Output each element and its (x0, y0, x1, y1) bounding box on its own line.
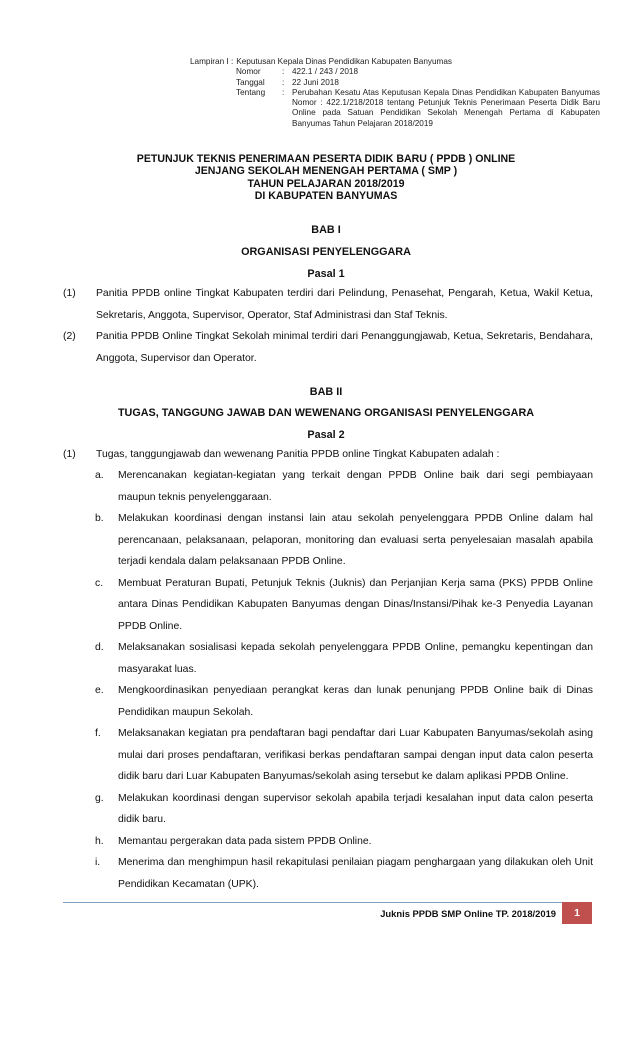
list-text: Memantau pergerakan data pada sistem PPDB Online. (118, 835, 372, 847)
list-text: Merencanakan kegiatan-kegiatan yang terkait dengan PPDB Online baik dari segi pembiayaan maupun teknis penyelenggaraan. (118, 470, 593, 503)
list-text: Membuat Peraturan Bupati, Petunjuk Teknis (Juknis) dan Perjanjian Kerja sama (PKS) PPDB Online antara Dinas Pendidikan Kabupaten Banyumas dengan Dinas/Instansi/Pihak ke-3 Penyedia Layanan PPDB Online. (118, 577, 593, 632)
tentang-key: Tentang (236, 87, 266, 97)
paragraph-item (63, 444, 593, 466)
list-item (95, 508, 593, 573)
bab1-heading: BAB I (311, 224, 341, 236)
tentang-row (190, 88, 600, 129)
tanggal-colon: : (282, 77, 285, 87)
list-marker: d. (95, 642, 104, 653)
list-marker: e. (95, 685, 104, 696)
tanggal-value: 22 Juni 2018 (292, 77, 339, 87)
paragraph-number: (1) (63, 449, 76, 460)
list-item (95, 465, 593, 508)
paragraph-item (63, 326, 593, 369)
list-text: Melakukan koordinasi dengan instansi lain atau sekolah penyelenggara PPDB Online dalam hal perencanaan, pelaksanaan, pelaporan, monitoring dan evaluasi serta penyelesaian masalah apabila terjadi kendala dalam pelaksanaan PPDB Online. (118, 513, 593, 567)
bab2-subheading: TUGAS, TANGGUNG JAWAB DAN WEWENANG ORGANISASI PENYELENGGARA (117, 407, 535, 419)
list-item (95, 680, 593, 723)
title-line-4: DI KABUPATEN BANYUMAS (254, 190, 398, 203)
paragraph-text: Panitia PPDB Online Tingkat Sekolah minimal terdiri dari Penanggungjawab, Ketua, Sekretaris, Bendahara, Anggota, Supervisor dan Operator. (96, 331, 593, 364)
tentang-value: Perubahan Kesatu Atas Keputusan Kepala Dinas Pendidikan Kabupaten Banyumas Nomor : 422.1/218/2018 tentang Petunjuk Teknis Penerimaan Peserta Didik Baru Online pada Satuan Pendidikan Sekolah Menengah Pertama di Kabupaten Banyumas Tahun Pelajaran 2018/2019 (292, 87, 600, 128)
footer-divider (63, 902, 591, 903)
bab2-task-list (95, 465, 593, 895)
list-marker: c. (95, 577, 104, 589)
lampiran-key: Lampiran I (190, 57, 229, 66)
list-item (95, 852, 593, 895)
list-text: Melaksanakan kegiatan pra pendaftaran bagi pendaftar dari Luar Kabupaten Banyumas/sekolah asing mulai dari proses pendaftaran, verifikasi berkas pendaftaran sampai dengan input data calon peserta didik baru dari Luar Kabupaten Banyumas/sekolah asing tersebut ke dalam aplikasi PPDB Online. (118, 728, 593, 782)
footer-text: Juknis PPDB SMP Online TP. 2018/2019 (380, 908, 556, 919)
paragraph-text: Panitia PPDB online Tingkat Kabupaten terdiri dari Pelindung, Penasehat, Pengarah, Ketua, Wakil Ketua, Sekretaris, Anggota, Supervisor, Operator, Staf Administrasi dan Staf Teknis. (96, 288, 593, 321)
list-item (95, 788, 593, 831)
list-text: Melakukan koordinasi dengan supervisor sekolah apabila terjadi kesalahan input data calon peserta didik baru. (118, 792, 593, 825)
lampiran-colon: : (228, 57, 234, 66)
bab2-intro (63, 444, 593, 466)
bab2-heading: BAB II (309, 386, 343, 398)
list-text: Menerima dan menghimpun hasil rekapitulasi penilaian piagam penghargaan yang dilakukan oleh Unit Pendidikan Kecamatan (UPK). (118, 857, 593, 890)
nomor-row (190, 67, 600, 77)
list-text: Melaksanakan sosialisasi kepada sekolah penyelenggara PPDB Online, pemangku kepentingan dan masyarakat luas. (118, 642, 593, 675)
lampiran-row (190, 57, 600, 67)
paragraph-item (63, 283, 593, 326)
list-item (95, 723, 593, 788)
list-marker: h. (95, 835, 104, 847)
list-text: Mengkoordinasikan penyediaan perangkat keras dan lunak penunjang PPDB Online baik di Dinas Pendidikan maupun Sekolah. (118, 685, 593, 718)
tanggal-key: Tanggal (236, 77, 265, 87)
title-line-2: JENJANG SEKOLAH MENENGAH PERTAMA ( SMP ) (194, 165, 458, 178)
bab1-paragraphs (63, 283, 593, 369)
list-item (95, 831, 593, 853)
list-marker: i. (95, 857, 101, 868)
paragraph-text: Tugas, tanggungjawab dan wewenang Panitia PPDB online Tingkat Kabupaten adalah : (96, 449, 500, 460)
list-marker: f. (95, 728, 101, 739)
pasal1-heading: Pasal 1 (307, 268, 345, 280)
paragraph-number: (2) (63, 331, 76, 342)
title-line-3: TAHUN PELAJARAN 2018/2019 (247, 177, 405, 190)
title-line-1: PETUNJUK TEKNIS PENERIMAAN PESERTA DIDIK BARU ( PPDB ) ONLINE (136, 153, 516, 165)
bab1-subheading: ORGANISASI PENYELENGGARA (241, 246, 411, 258)
pasal2-heading: Pasal 2 (307, 429, 345, 441)
nomor-colon: : (282, 67, 285, 77)
lampiran-block (190, 57, 600, 129)
page-number-badge: 1 (562, 902, 592, 924)
list-marker: g. (95, 792, 104, 804)
document-title (60, 153, 592, 203)
nomor-value: 422.1 / 243 / 2018 (292, 67, 359, 77)
tanggal-row (190, 78, 600, 88)
list-marker: b. (95, 513, 104, 524)
paragraph-number: (1) (63, 288, 76, 299)
list-item (95, 637, 593, 680)
list-item (95, 573, 593, 638)
lampiran-value: Keputusan Kepala Dinas Pendidikan Kabupaten Banyumas (236, 57, 453, 66)
tentang-colon: : (282, 87, 285, 97)
nomor-key: Nomor (236, 67, 261, 77)
list-marker: a. (95, 470, 104, 481)
